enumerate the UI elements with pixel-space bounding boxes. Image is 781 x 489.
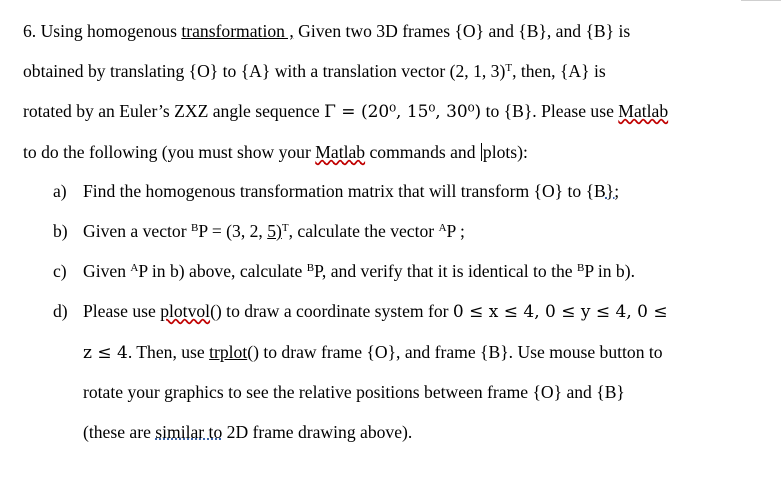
list-marker: d)	[53, 301, 68, 321]
list-marker: a)	[53, 181, 67, 201]
text-run: (these are	[83, 422, 156, 442]
text-run: to {B}. Please use	[481, 101, 619, 121]
problem-line-4	[23, 141, 528, 163]
euler-angles-math: Γ = (20⁰, 15⁰, 30⁰)	[324, 102, 482, 122]
text-run: Given	[83, 261, 131, 281]
text-cursor	[481, 143, 482, 161]
text-run: , calculate the vector	[288, 221, 439, 241]
problem-line-3	[23, 100, 668, 123]
dotted-underline-run: similar to	[155, 422, 223, 442]
text-run: P = (3, 2,	[198, 221, 268, 241]
text-run: rotate your graphics to see the relative positions between frame {O} and {B}	[83, 382, 625, 402]
superscript: B	[576, 262, 585, 274]
text-run: Please use	[83, 301, 161, 321]
problem-line-1	[23, 20, 630, 42]
text-run: Given two 3D frames {O} and {B}, and {B} is	[293, 21, 631, 41]
list-item-d-continuation-3	[83, 421, 412, 443]
superscript: A	[438, 222, 447, 234]
text-run: P in b).	[584, 261, 635, 281]
text-run: P ;	[446, 221, 465, 241]
problem-line-2	[23, 60, 606, 82]
text-run: commands and	[365, 142, 480, 162]
text-run: 2D frame drawing above).	[222, 422, 413, 442]
list-item-text	[83, 300, 668, 323]
text-run: . Then, use	[127, 342, 210, 362]
text-run: () to draw a coordinate system for	[210, 301, 453, 321]
text-run: plots):	[482, 142, 528, 162]
text-run: Find the homogenous transformation matrix that will transform {O} to {B	[83, 181, 606, 201]
list-marker: b)	[53, 221, 68, 241]
superscript: T	[281, 222, 289, 234]
text-run: P in b) above, calculate	[138, 261, 307, 281]
text-run: obtained by translating {O} to {A} with a translation vector (2, 1, 3)	[23, 61, 506, 81]
superscript-t: T	[505, 62, 513, 74]
underlined-word-trplot: trplot	[209, 342, 248, 362]
range-math: 0 ≤ x ≤ 4, 0 ≤ y ≤ 4, 0 ≤	[452, 302, 668, 322]
list-item-d-continuation-1	[83, 341, 663, 364]
list-item-d-continuation-2	[83, 381, 625, 403]
list-marker: c)	[53, 261, 67, 281]
list-item-text	[83, 180, 619, 202]
spellcheck-word-plotvol: plotvol	[160, 301, 211, 321]
text-run: () to draw frame {O}, and frame {B}. Use mouse button to	[247, 342, 663, 362]
underlined-run: 5)	[267, 221, 282, 241]
text-run: P, and verify that it is identical to the	[314, 261, 577, 281]
underlined-word-transformation: transformation ,	[181, 21, 294, 41]
superscript: B	[190, 222, 199, 234]
page-corner-rule	[741, 0, 781, 1]
text-run: Given a vector	[83, 221, 191, 241]
spellcheck-word-matlab: Matlab	[618, 101, 669, 121]
superscript: B	[306, 262, 315, 274]
text-run: , then, {A} is	[512, 61, 606, 81]
dotted-underline-run: };	[605, 181, 620, 201]
text-run: 6. Using homogenous	[23, 21, 182, 41]
list-item-text	[83, 220, 465, 242]
list-item-text	[83, 260, 635, 282]
range-math: z ≤ 4	[83, 343, 128, 363]
spellcheck-word-matlab: Matlab	[315, 142, 366, 162]
text-run: to do the following (you must show your	[23, 142, 316, 162]
text-run: rotated by an Euler’s ZXZ angle sequence	[23, 101, 325, 121]
superscript: A	[130, 262, 139, 274]
